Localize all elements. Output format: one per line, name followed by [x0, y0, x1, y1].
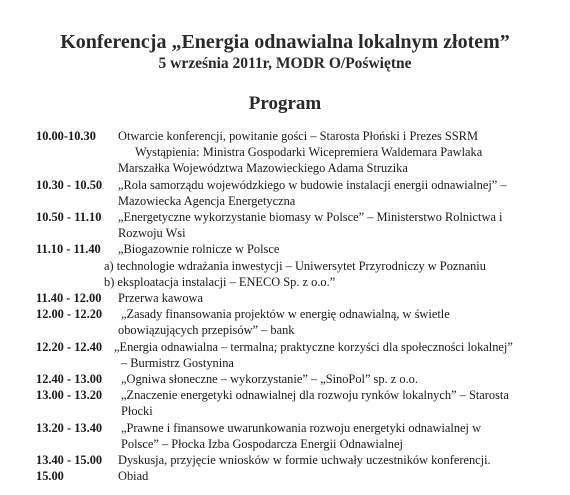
- schedule-entry: [36, 371, 566, 387]
- schedule-text: a) technologie wdrażania inwestycji – Uniwersytet Przyrodniczy w Poznaniu: [104, 258, 486, 273]
- schedule-text: obowiązujących przepisów” – bank: [118, 323, 295, 338]
- schedule-entry: [36, 241, 566, 290]
- schedule-text: Płocki: [121, 404, 153, 419]
- schedule-text: „Prawne i finansowe uwarunkowania rozwoju energetyki odnawialnej w: [121, 420, 482, 435]
- schedule-time: 10.30 - 10.50: [36, 177, 103, 192]
- conference-title: Konferencja „Energia odnawialna lokalnym złotem”: [60, 31, 510, 53]
- program-heading: Program: [248, 93, 322, 114]
- schedule-text: b) eksploatacja instalacji – ENECO Sp. z o.o.”: [104, 274, 336, 289]
- schedule-time: 11.10 - 11.40: [36, 242, 101, 257]
- schedule-entry: [36, 128, 566, 177]
- schedule-text: Wystąpienia: Ministra Gospodarki Wicepremiera Waldemara Pawlaka: [135, 145, 483, 160]
- schedule-text: Obiad: [118, 469, 149, 484]
- schedule-text: Otwarcie konferencji, powitanie gości – Starosta Płoński i Prezes SSRM: [118, 129, 478, 143]
- schedule-text: „Ogniwa słoneczne – wykorzystanie” – „SinoPol” sp. z o.o.: [121, 372, 418, 387]
- schedule-time: 15.00: [36, 469, 64, 484]
- schedule-text: „Energia odnawialna – termalna; praktyczne korzyści dla społeczności lokalnej”: [114, 339, 513, 354]
- schedule-text: Rozwoju Wsi: [118, 226, 186, 241]
- schedule-text: „Zasady finansowania projektów w energię odnawialną, w świetle: [121, 307, 450, 322]
- schedule-entry: [36, 209, 566, 241]
- schedule-entry: [36, 420, 566, 452]
- schedule-entry: [36, 339, 566, 371]
- schedule-text: „Rola samorządu wojewódzkiego w budowie instalacji energii odnawialnej” –: [118, 177, 507, 192]
- conference-date-location: 5 września 2011r, MODR O/Poświętne: [158, 55, 412, 72]
- schedule-text: „Biogazownie rolnicze w Polsce: [118, 242, 280, 257]
- schedule-entry: [36, 306, 566, 338]
- schedule-time: 13.00 - 13.20: [36, 388, 103, 403]
- schedule-time: 13.20 - 13.40: [36, 420, 103, 435]
- schedule-text: „Znaczenie energetyki odnawialnej dla rozwoju rynków lokalnych” – Starosta: [121, 388, 509, 403]
- schedule-time: 13.40 - 15.00: [36, 453, 103, 468]
- schedule-text: Mazowiecka Agencja Energetyczna: [118, 193, 296, 208]
- schedule-text: Polsce” – Płocka Izba Gospodarcza Energii Odnawialnej: [121, 436, 403, 451]
- schedule-time: 12.00 - 12.20: [36, 307, 103, 322]
- schedule-text: „Energetyczne wykorzystanie biomasy w Polsce” – Ministerstwo Rolnictwa i: [118, 210, 503, 225]
- schedule-text: Marszałka Województwa Mazowieckiego Adama Struzika: [118, 161, 408, 176]
- schedule-time: 12.40 - 13.00: [36, 372, 103, 387]
- schedule-list: [36, 128, 566, 484]
- schedule-entry: [36, 452, 566, 468]
- schedule-text: Dyskusja, przyjęcie wniosków w formie uchwały uczestników konferencji.: [118, 453, 491, 468]
- schedule-entry: [36, 387, 566, 419]
- schedule-text: – Burmistrz Gostynina: [121, 355, 234, 370]
- schedule-time: 12.20 - 12.40: [36, 339, 103, 354]
- schedule-text: Przerwa kawowa: [118, 291, 203, 306]
- schedule-time: 10.50 - 11.10: [36, 210, 102, 225]
- schedule-entry: [36, 177, 566, 209]
- schedule-time: 10.00-10.30: [36, 129, 96, 143]
- schedule-entry: [36, 468, 566, 484]
- schedule-entry: [36, 290, 566, 306]
- schedule-time: 11.40 - 12.00: [36, 291, 102, 306]
